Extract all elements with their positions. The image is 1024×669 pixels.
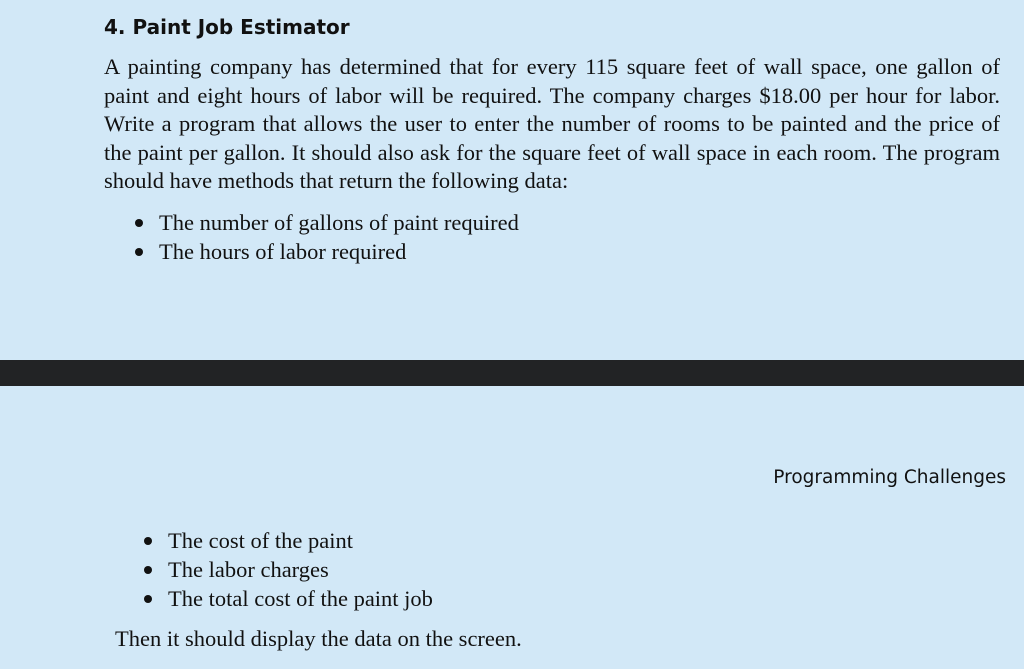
list-item-text: The cost of the paint	[168, 528, 353, 553]
list-item-text: The hours of labor required	[159, 239, 407, 264]
list-item	[141, 555, 433, 584]
list-item-text: The total cost of the paint job	[168, 586, 433, 611]
bullet-icon	[135, 248, 143, 256]
page-break-bar	[0, 360, 1024, 386]
list-item	[141, 526, 433, 555]
bullet-icon	[135, 219, 143, 227]
closing-sentence: Then it should display the data on the screen.	[115, 626, 522, 651]
requirements-list-top	[132, 208, 519, 266]
exercise-paragraph: A painting company has determined that for every 115 square feet of wall space, one gallon of paint and eight hours of labor will be required. The company charges $18.00 per hour for labor. Write a program that allows the user to enter the number of rooms to be painted and the price of the paint per gallon. It should also ask for the square feet of wall space in each room. The program should have methods that return the following data:	[104, 54, 1000, 194]
bullet-icon	[144, 566, 152, 574]
bullet-icon	[144, 595, 152, 603]
requirements-list-continued	[141, 526, 433, 613]
list-item-text: The labor charges	[168, 557, 329, 582]
exercise-heading: 4. Paint Job Estimator	[104, 15, 350, 39]
list-item	[141, 584, 433, 613]
list-item-text: The number of gallons of paint required	[159, 210, 519, 235]
bullet-icon	[144, 537, 152, 545]
running-head: Programming Challenges	[773, 467, 1006, 488]
list-item	[132, 208, 519, 237]
list-item	[132, 237, 519, 266]
